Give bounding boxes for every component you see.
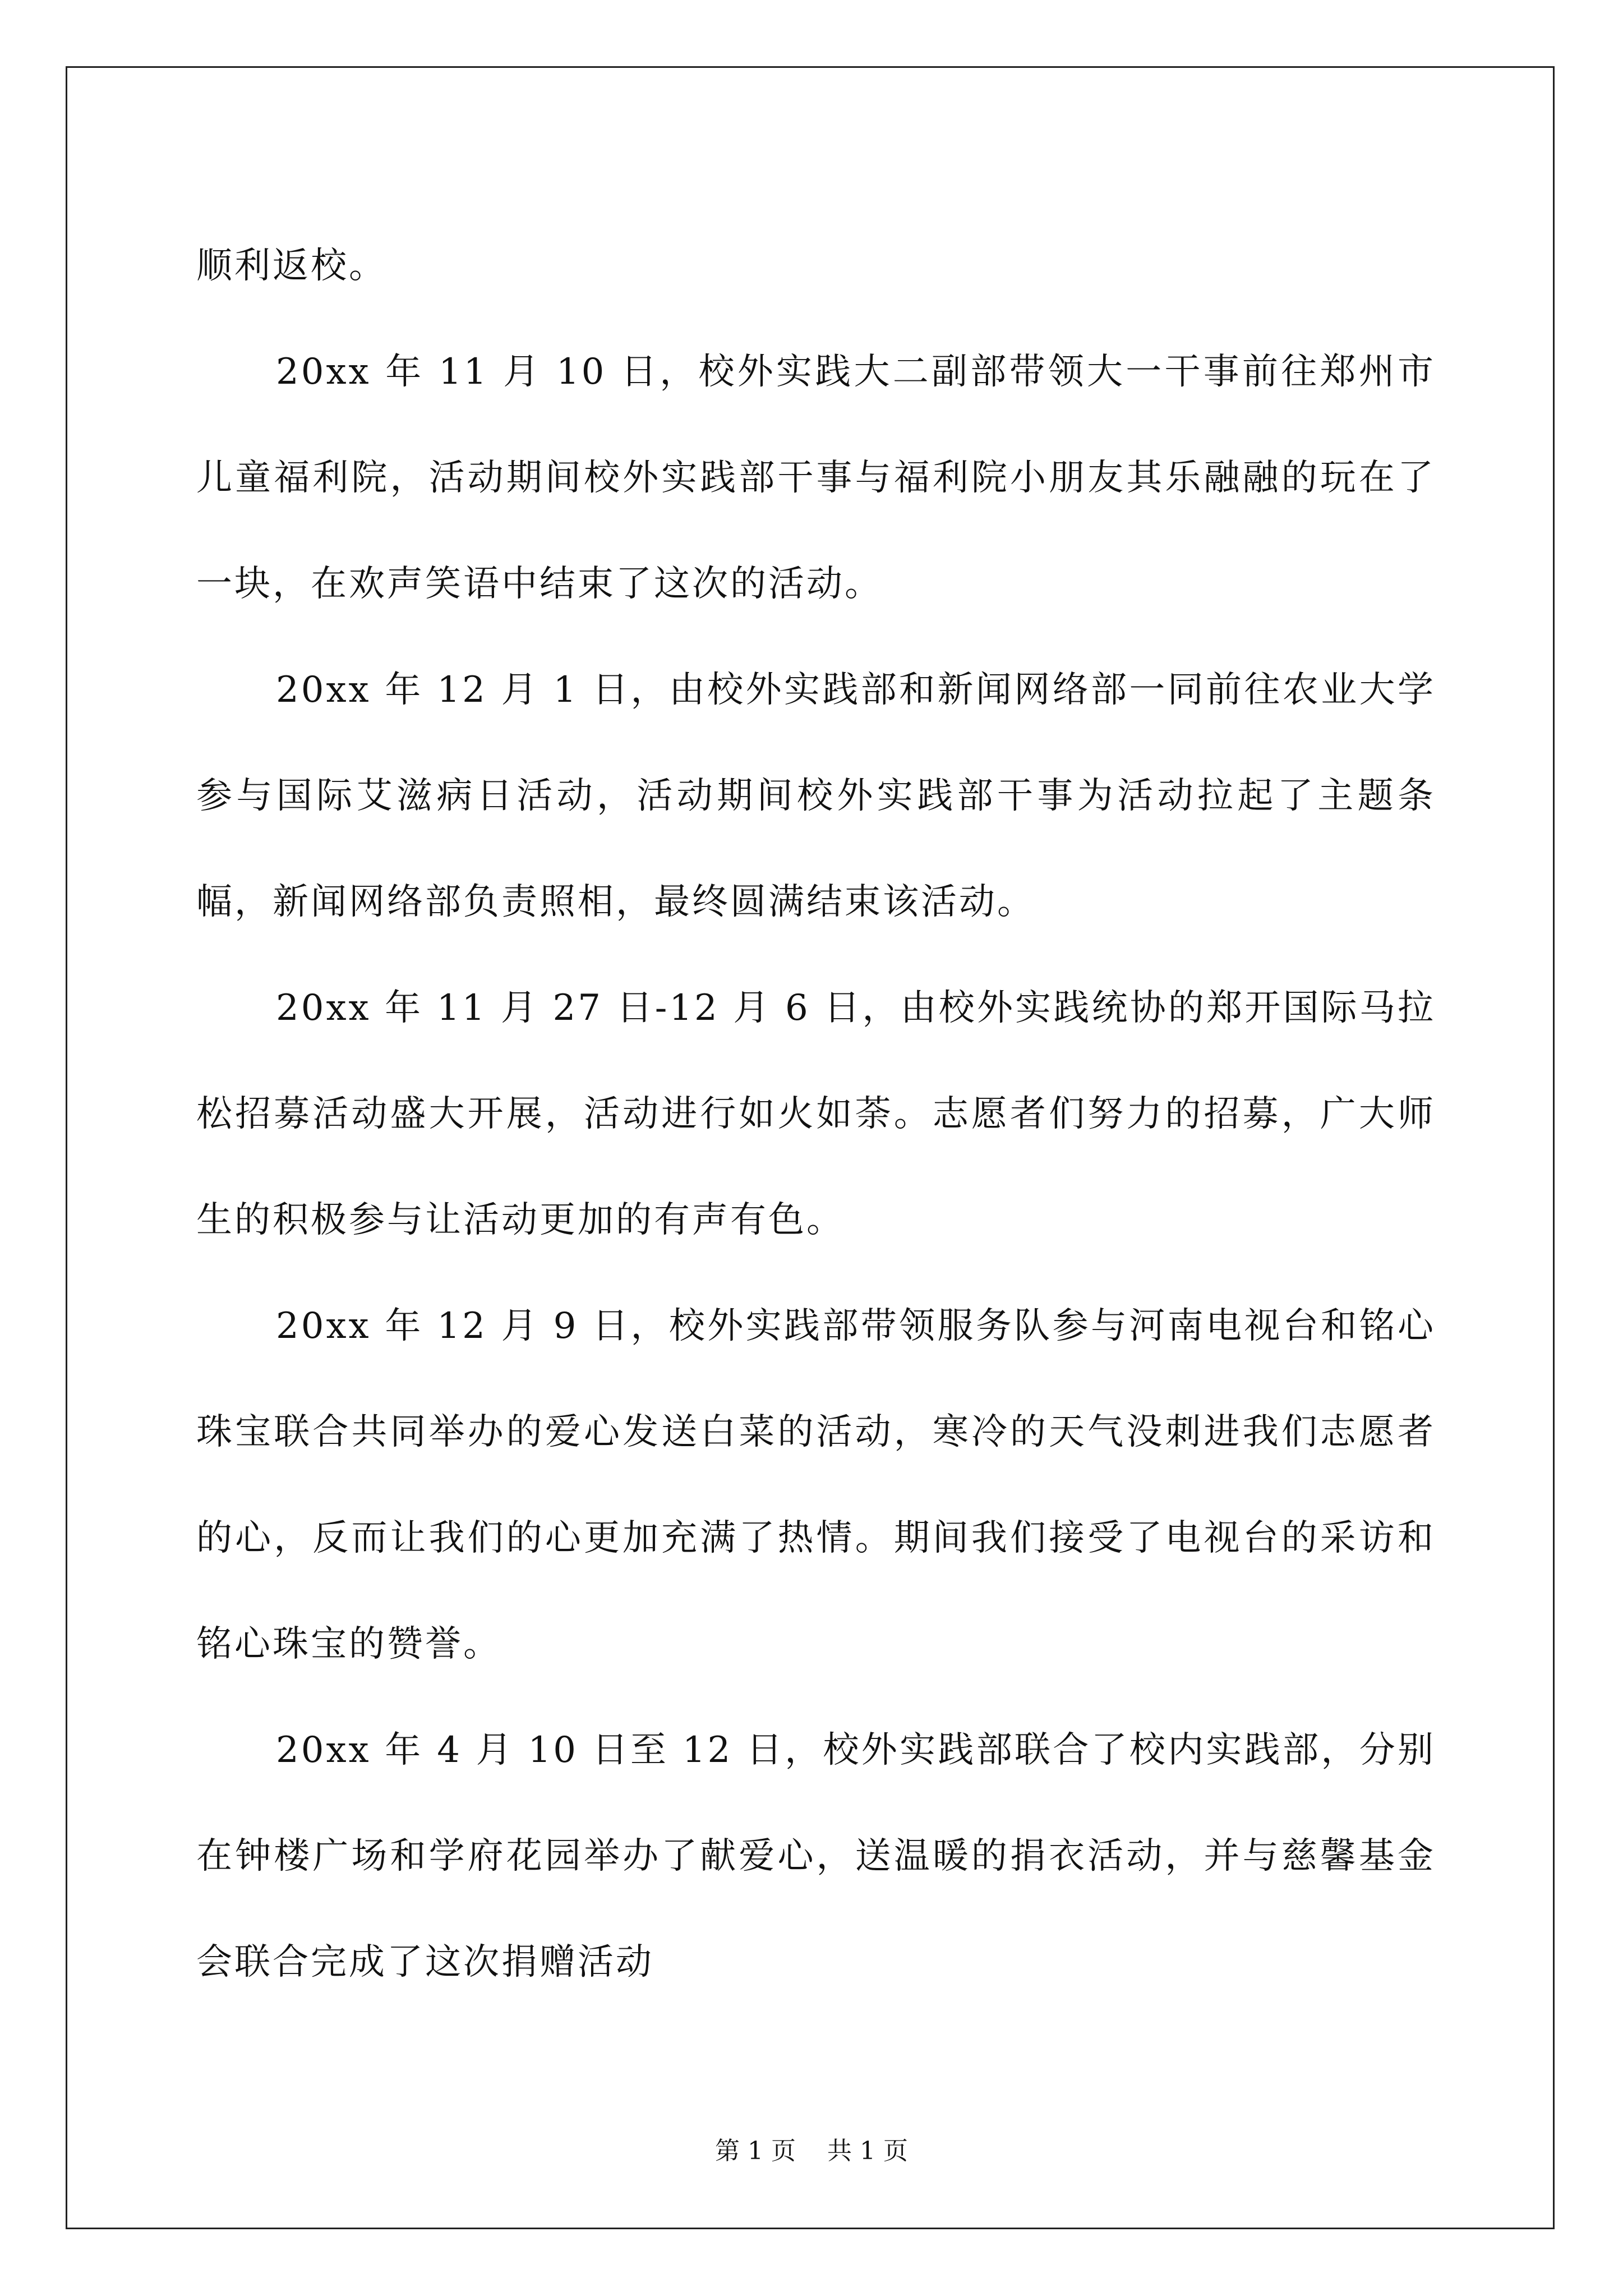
page-number: 第 1 页: [715, 2137, 796, 2165]
paragraph-2: 20xx 年 11 月 10 日，校外实践大二副部带领大一干事前往郑州市儿童福利院，活动期间校外实践部干事与福利院小朋友其乐融融的玩在了一块，在欢声笑语中结束了这次的活动。: [196, 351, 1436, 605]
paragraph-6: 20xx 年 4 月 10 日至 12 日，校外实践部联合了校内实践部，分别在钟楼广场和学府花园举办了献爱心，送温暖的捐衣活动，并与慈馨基金会联合完成了这次捐赠活动: [196, 1729, 1436, 1983]
page-total: 共 1 页: [827, 2137, 908, 2165]
document-body: [196, 213, 1436, 2016]
page-footer: [0, 2131, 1623, 2166]
paragraph-4: 20xx 年 11 月 27 日-12 月 6 日，由校外实践统协的郑开国际马拉松招募活动盛大开展，活动进行如火如荼。志愿者们努力的招募，广大师生的积极参与让活动更加的有声有色。: [196, 987, 1436, 1241]
paragraph-5: 20xx 年 12 月 9 日，校外实践部带领服务队参与河南电视台和铭心珠宝联合共同举办的爱心发送白菜的活动，寒冷的天气没刺进我们志愿者的心，反而让我们的心更加充满了热情。期间我们接受了电视台的采访和铭心珠宝的赞誉。: [196, 1305, 1436, 1665]
paragraph-1: 顺利返校。: [196, 245, 387, 287]
paragraph-3: 20xx 年 12 月 1 日，由校外实践部和新闻网络部一同前往农业大学参与国际艾滋病日活动，活动期间校外实践部干事为活动拉起了主题条幅，新闻网络部负责照相，最终圆满结束该活动。: [196, 669, 1436, 923]
